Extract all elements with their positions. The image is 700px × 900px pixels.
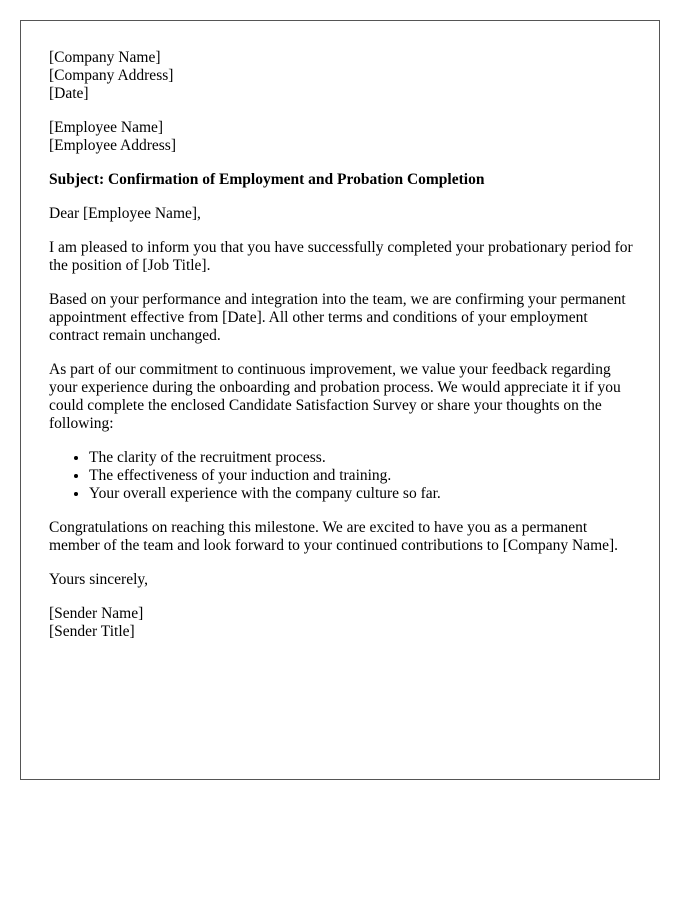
feedback-list	[49, 449, 639, 503]
company-name: [Company Name]	[49, 49, 161, 66]
letter-body	[49, 49, 639, 657]
sender-title: [Sender Title]	[49, 623, 135, 640]
sign-off: Yours sincerely,	[49, 571, 149, 588]
letter-date: [Date]	[49, 85, 89, 102]
employee-address: [Employee Address]	[49, 137, 176, 154]
letter-page	[20, 20, 660, 780]
paragraph-appointment: Based on your performance and integration into the team, we are confirming your permanent appointment effective from [Date]. All other terms and conditions of your employment contract remain unchanged.	[49, 291, 626, 344]
salutation: Dear [Employee Name],	[49, 205, 201, 222]
list-item: • Your overall experience with the company culture so far.	[89, 485, 639, 503]
closing-paragraph: Congratulations on reaching this milestone. We are excited to have you as a permanent member of the team and look forward to your continued contributions to [Company Name].	[49, 519, 619, 554]
list-item: • The effectiveness of your induction and training.	[89, 467, 639, 485]
list-item: • The clarity of the recruitment process.	[89, 449, 639, 467]
employee-name: [Employee Name]	[49, 119, 164, 136]
paragraph-feedback: As part of our commitment to continuous improvement, we value your feedback regarding your experience during the onboarding and probation process. We would appreciate it if you could complete the enclosed Candidate Satisfaction Survey or share your thoughts on the following:	[49, 361, 621, 432]
company-address: [Company Address]	[49, 67, 174, 84]
recipient-block	[49, 119, 639, 155]
sender-name: [Sender Name]	[49, 605, 144, 622]
sender-block	[49, 49, 639, 103]
subject-line: Subject: Confirmation of Employment and Probation Completion	[49, 171, 485, 188]
signature-block	[49, 605, 639, 641]
paragraph-probation: I am pleased to inform you that you have successfully completed your probationary period for the position of [Job Title].	[49, 239, 633, 274]
